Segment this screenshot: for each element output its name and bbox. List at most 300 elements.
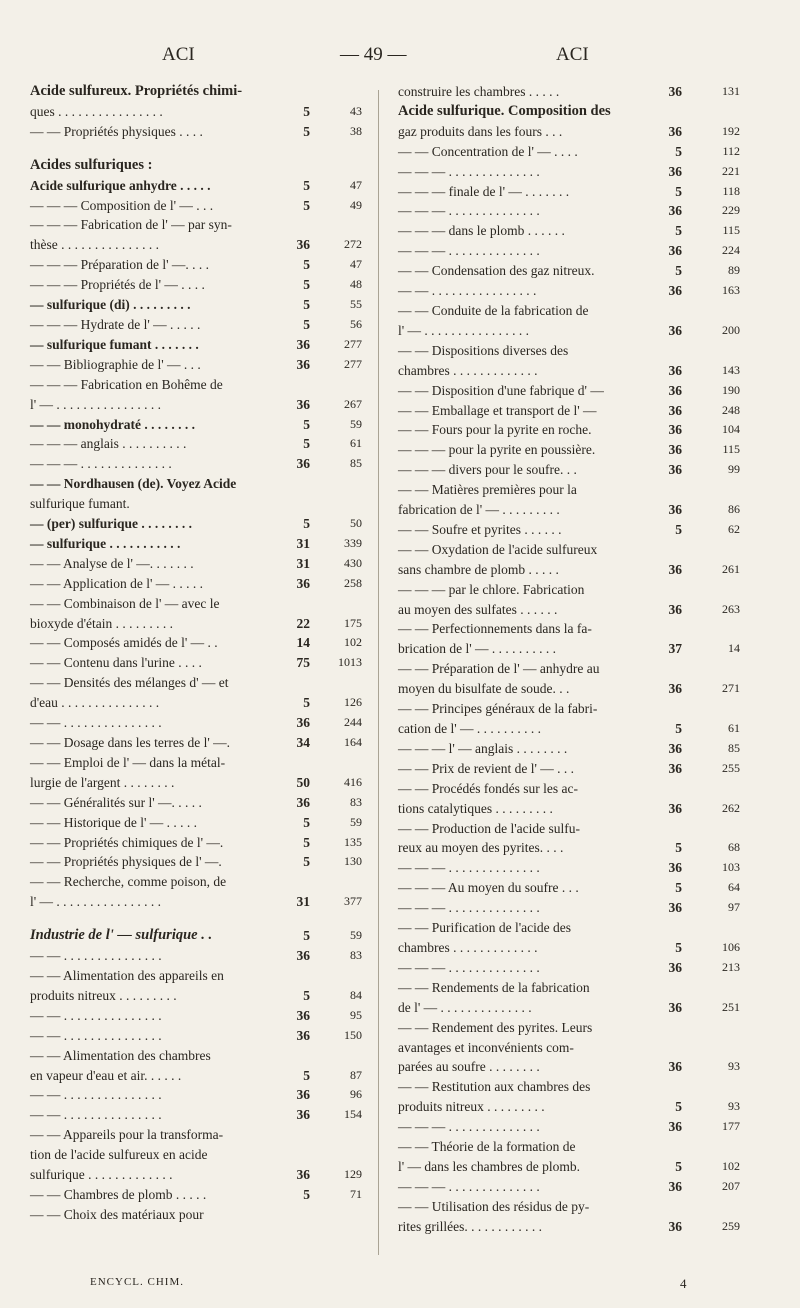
volume-number: 22 (294, 614, 311, 634)
index-entry (398, 719, 740, 739)
page-ref: 126 (344, 695, 362, 710)
page-ref: 129 (344, 1167, 362, 1182)
page-ref: 258 (344, 575, 362, 590)
page-ref: 85 (728, 740, 740, 755)
index-entry (30, 434, 362, 454)
entry-text: — — Analyse de l' —. . . . . . . (30, 555, 194, 571)
entry-text: — — Préparation de l' — anhydre au (398, 661, 600, 677)
entry-text: — — — par le chlore. Fabrication (398, 581, 585, 597)
page-ref: 262 (722, 800, 740, 815)
entry-text: chambres . . . . . . . . . . . . . (398, 939, 538, 955)
entry-text: — — . . . . . . . . . . . . . . . . (398, 283, 537, 299)
volume-number: 5 (300, 852, 310, 872)
page-ref: 59 (350, 416, 362, 431)
index-entry (30, 235, 362, 255)
index-entry (30, 753, 362, 773)
volume-number: 5 (300, 295, 310, 315)
volume-number: 36 (666, 1217, 683, 1237)
entry-text: — — — . . . . . . . . . . . . . . (30, 456, 172, 472)
page-ref: 377 (344, 894, 362, 909)
index-entry (398, 679, 740, 699)
volume-number: 36 (666, 500, 683, 520)
index-entry (398, 102, 740, 122)
volume-number: 36 (294, 395, 311, 415)
volume-number: 36 (666, 600, 683, 620)
index-entry (398, 659, 740, 679)
index-entry (398, 381, 740, 401)
volume-number: 5 (300, 255, 310, 275)
page-ref: 135 (344, 834, 362, 849)
page-ref: 251 (722, 999, 740, 1014)
entry-text: — — Prix de revient de l' — . . . (398, 760, 575, 776)
entry-text: Acide sulfureux. Propriétés chimi- (30, 83, 243, 99)
index-entry (398, 201, 740, 221)
index-entry (398, 420, 740, 440)
page-ref: 255 (722, 760, 740, 775)
index-entry (398, 699, 740, 719)
volume-number: 36 (294, 1026, 311, 1046)
index-entry (398, 1137, 740, 1157)
entry-text: — — — dans le plomb . . . . . . (398, 223, 565, 239)
page-ref: 164 (344, 735, 362, 749)
index-entry (30, 215, 362, 235)
volume-number: 36 (294, 235, 311, 255)
index-entry (30, 176, 362, 196)
page-ref: 84 (350, 987, 362, 1002)
page-ref: 112 (722, 143, 740, 158)
entry-text: — — — Au moyen du soufre . . . (398, 880, 579, 896)
index-entry (30, 773, 362, 793)
footer-left: ENCYCL. CHIM. (90, 1276, 184, 1288)
entry-text: — (per) sulfurique . . . . . . . . (30, 516, 192, 532)
index-entry (30, 415, 362, 435)
volume-number: 36 (666, 440, 683, 460)
page-ref: 93 (728, 1099, 740, 1114)
index-entry (30, 255, 362, 275)
page-ref: 68 (728, 840, 740, 855)
entry-text: construire les chambres . . . . . (398, 84, 560, 99)
page-ref: 61 (728, 721, 740, 735)
entry-text: — sulfurique . . . . . . . . . . . (30, 535, 181, 551)
page-ref: 213 (722, 959, 740, 974)
page-ref: 190 (722, 382, 740, 397)
entry-text: l' — . . . . . . . . . . . . . . . . (30, 396, 162, 412)
entry-text: — — — Fabrication de l' — par syn- (30, 217, 232, 233)
volume-number: 36 (666, 560, 683, 580)
entry-text: lurgie de l'argent . . . . . . . . (30, 774, 175, 790)
entry-text: — — Appareils pour la transforma- (30, 1127, 224, 1143)
entry-text: — — — l' — anglais . . . . . . . . (398, 740, 568, 756)
index-entry (30, 594, 362, 614)
volume-number: 5 (300, 102, 310, 122)
volume-number: 36 (666, 460, 683, 480)
entry-text: — — Production de l'acide sulfu- (398, 820, 581, 836)
page-ref: 261 (722, 561, 740, 576)
volume-number: 36 (666, 241, 683, 261)
entry-text: — — Dosage dans les terres de l' —. (30, 735, 231, 750)
entry-text: — — Disposition d'une fabrique d' — (398, 382, 604, 398)
page-ref: 14 (728, 641, 740, 656)
volume-number: 5 (672, 142, 682, 162)
page-ref: 163 (722, 283, 740, 298)
index-entry (398, 281, 740, 301)
entry-text: — — Composés amidés de l' — . . (30, 635, 218, 651)
volume-number: 5 (300, 196, 310, 216)
index-entry (30, 335, 362, 355)
entry-text: gaz produits dans les fours . . . (398, 123, 563, 139)
index-entry (30, 375, 362, 395)
header-left: ACI (162, 44, 195, 65)
index-entry (30, 1026, 362, 1046)
page-ref: 277 (344, 336, 362, 351)
entry-text: — — — . . . . . . . . . . . . . . (398, 900, 540, 916)
index-entry (398, 540, 740, 560)
index-entry (30, 1105, 362, 1125)
entry-text: — — . . . . . . . . . . . . . . . (30, 1107, 162, 1123)
volume-number: 36 (294, 1006, 311, 1026)
volume-number: 5 (300, 514, 310, 534)
page-ref: 430 (344, 555, 362, 570)
entry-text: — — Propriétés physiques . . . . (30, 123, 203, 139)
index-entry (30, 986, 362, 1006)
index-entry (398, 1157, 740, 1177)
index-entry (30, 1165, 362, 1185)
index-entry (30, 1145, 362, 1165)
index-entry (30, 275, 362, 295)
index-entry (398, 480, 740, 500)
index-entry (398, 918, 740, 938)
index-entry (30, 1125, 362, 1145)
entry-text: — — Chambres de plomb . . . . . (30, 1186, 207, 1202)
index-entry (30, 813, 362, 833)
entry-text: — — — finale de l' — . . . . . . . (398, 183, 570, 199)
volume-number: 36 (666, 162, 683, 182)
index-entry (398, 261, 740, 281)
volume-number: 5 (300, 813, 310, 833)
volume-number: 36 (294, 355, 311, 375)
index-entry (398, 321, 740, 341)
entry-text: — — monohydraté . . . . . . . . (30, 416, 195, 432)
entry-text: brication de l' — . . . . . . . . . . (398, 641, 557, 657)
index-entry (30, 633, 362, 653)
page-ref: 339 (344, 535, 362, 550)
entry-text: — — Dispositions diverses des (398, 342, 569, 358)
entry-text: thèse . . . . . . . . . . . . . . . (30, 237, 159, 253)
volume-number: 36 (294, 1165, 311, 1185)
entry-text: — — Restitution aux chambres des (398, 1079, 591, 1095)
entry-text: — — Emballage et transport de l' — (398, 402, 597, 418)
volume-number: 36 (666, 420, 683, 440)
entry-text: — — Généralités sur l' —. . . . . (30, 794, 202, 810)
page-ref: 104 (722, 422, 740, 437)
index-entry (30, 872, 362, 892)
entry-text: — — — . . . . . . . . . . . . . . (398, 243, 540, 259)
index-entry (398, 998, 740, 1018)
index-entry (398, 241, 740, 261)
page-ref: 96 (350, 1087, 362, 1102)
entry-text: au moyen des sulfates . . . . . . (398, 601, 558, 617)
entry-text: — — Alimentation des chambres (30, 1047, 211, 1063)
entry-text: — — — Préparation de l' —. . . . (30, 257, 210, 273)
entry-text: — — Contenu dans l'urine . . . . (30, 655, 202, 671)
page-ref: 93 (728, 1059, 740, 1074)
entry-text: — — — . . . . . . . . . . . . . . (398, 1178, 540, 1194)
entry-text: — — — Hydrate de l' — . . . . . (30, 316, 201, 332)
entry-text: — — — . . . . . . . . . . . . . . (398, 959, 540, 975)
entry-text: en vapeur d'eau et air. . . . . . (30, 1067, 182, 1083)
entry-text: cation de l' — . . . . . . . . . . (398, 721, 542, 736)
volume-number: 36 (666, 759, 683, 779)
entry-text: Acides sulfuriques : (30, 156, 153, 173)
volume-number: 5 (300, 315, 310, 335)
page-ref: 71 (350, 1186, 362, 1201)
entry-text: — — Nordhausen (de). Voyez Acide (30, 476, 237, 492)
index-entry (398, 1077, 740, 1097)
index-entry (398, 639, 740, 659)
volume-number: 36 (666, 82, 683, 102)
entry-text: — — Propriétés physiques de l' —. (30, 854, 222, 870)
entry-text: — — Alimentation des appareils en (30, 967, 224, 983)
page-ref: 64 (728, 880, 740, 895)
entry-text: — — Fours pour la pyrite en roche. (398, 422, 592, 438)
entry-text: — — . . . . . . . . . . . . . . . (30, 1087, 162, 1103)
index-entry (398, 1057, 740, 1077)
index-entry (398, 341, 740, 361)
entry-text: — — — Fabrication en Bohême de (30, 376, 223, 392)
entry-text: — — — . . . . . . . . . . . . . . (398, 860, 540, 876)
entry-text: sulfurique . . . . . . . . . . . . . (30, 1167, 173, 1183)
page-ref: 224 (722, 243, 740, 258)
entry-text: l' — . . . . . . . . . . . . . . . . (30, 894, 162, 910)
running-header (0, 44, 800, 74)
page-ref: 416 (344, 774, 362, 789)
page-ref: 200 (722, 322, 740, 337)
page-ref: 177 (722, 1119, 740, 1134)
page-ref: 99 (728, 462, 740, 477)
volume-number: 5 (300, 693, 310, 713)
entry-text: sans chambre de plomb . . . . . (398, 561, 559, 577)
section-gap (30, 912, 362, 926)
page-ref: 55 (350, 297, 362, 312)
index-entry (30, 474, 362, 494)
volume-number: 5 (672, 520, 682, 540)
index-entry (30, 1066, 362, 1086)
volume-number: 50 (294, 773, 311, 793)
page-ref: 87 (350, 1067, 362, 1082)
entry-text: produits nitreux . . . . . . . . . (30, 987, 177, 1003)
entry-text: fabrication de l' — . . . . . . . . . (398, 502, 560, 518)
index-entry (30, 315, 362, 335)
index-entry (30, 966, 362, 986)
index-entry (398, 1018, 740, 1038)
page-ref: 62 (728, 521, 740, 536)
volume-number: 5 (672, 1097, 682, 1117)
index-entry (30, 102, 362, 122)
page-ref: 115 (722, 442, 740, 457)
index-entry (398, 361, 740, 381)
page-ref: 50 (350, 516, 362, 531)
page-ref: 259 (722, 1218, 740, 1233)
entry-text: — — — Propriétés de l' — . . . . (30, 277, 205, 293)
entry-text: — sulfurique fumant . . . . . . . (30, 336, 199, 352)
page-ref: 59 (350, 814, 362, 829)
entry-text: — — — Composition de l' — . . . (30, 197, 214, 213)
entry-text: — — Recherche, comme poison, de (30, 874, 227, 890)
index-entry (398, 221, 740, 241)
page-ref: 248 (722, 402, 740, 417)
volume-number: 5 (672, 221, 682, 241)
volume-number: 34 (294, 733, 311, 753)
volume-number: 36 (666, 739, 683, 759)
index-entry (398, 182, 740, 202)
entry-text: reux au moyen des pyrites. . . . (398, 840, 564, 856)
volume-number: 36 (666, 799, 683, 819)
index-entry (398, 898, 740, 918)
page-ref: 118 (722, 183, 740, 198)
volume-number: 5 (672, 1157, 682, 1177)
index-entry (398, 580, 740, 600)
volume-number: 36 (294, 793, 311, 813)
volume-number: 36 (294, 1105, 311, 1125)
entry-text: Industrie de l' — sulfurique . . (30, 927, 213, 944)
volume-number: 37 (666, 639, 683, 659)
index-entry (30, 673, 362, 693)
volume-number: 5 (300, 1066, 310, 1086)
entry-text: — — Purification de l'acide des (398, 920, 572, 936)
entry-text: — — — . . . . . . . . . . . . . . (398, 203, 540, 219)
index-entry (30, 494, 362, 514)
index-entry (30, 122, 362, 142)
entry-text: Acide sulfurique. Composition des (398, 102, 611, 119)
page-ref: 83 (350, 794, 362, 809)
volume-number: 5 (300, 926, 310, 946)
index-entry (30, 653, 362, 673)
page-ref: 154 (344, 1107, 362, 1122)
index-entry (30, 1006, 362, 1026)
index-entry (398, 799, 740, 819)
page-ref: 277 (344, 356, 362, 371)
index-entry (398, 619, 740, 639)
entry-text: moyen du bisulfate de soude. . . (398, 681, 570, 697)
index-entry (30, 1185, 362, 1205)
entry-text: — — Emploi de l' — dans la métal- (30, 754, 226, 770)
index-entry (30, 395, 362, 415)
index-entry (398, 878, 740, 898)
index-entry (398, 838, 740, 858)
page-ref: 106 (722, 939, 740, 954)
entry-text: tion de l'acide sulfureux en acide (30, 1147, 208, 1163)
entry-text: — — Procédés fondés sur les ac- (398, 780, 578, 796)
volume-number: 14 (294, 633, 311, 653)
page-ref: 221 (722, 163, 740, 178)
entry-text: de l' — . . . . . . . . . . . . . . (398, 999, 532, 1015)
index-entry (398, 739, 740, 759)
index-entry (30, 534, 362, 554)
entry-text: — — — . . . . . . . . . . . . . . (398, 163, 540, 179)
index-entry (30, 693, 362, 713)
page-ref: 49 (350, 197, 362, 212)
page-ref: 192 (722, 123, 740, 138)
page-ref: 61 (350, 436, 362, 451)
page-ref: 47 (350, 177, 362, 192)
entry-text: — — . . . . . . . . . . . . . . . (30, 1007, 162, 1023)
volume-number: 5 (300, 833, 310, 853)
entry-text: — — Conduite de la fabrication de (398, 302, 589, 318)
index-entry (30, 1046, 362, 1066)
page-ref: 48 (350, 277, 362, 292)
volume-number: 36 (666, 122, 683, 142)
volume-number: 36 (294, 574, 311, 594)
index-entry (30, 713, 362, 733)
index-entry (30, 614, 362, 634)
index-entry (30, 793, 362, 813)
page-ref: 272 (344, 237, 362, 252)
page-ref: 56 (350, 316, 362, 331)
index-entry (30, 355, 362, 375)
entry-text: sulfurique fumant. (30, 496, 130, 512)
index-entry (30, 554, 362, 574)
index-entry (30, 1205, 362, 1225)
index-entry (30, 514, 362, 534)
entry-text: — — Choix des matériaux pour (30, 1206, 204, 1222)
volume-number: 36 (666, 201, 683, 221)
volume-number: 36 (666, 401, 683, 421)
entry-text: — — — pour la pyrite en poussière. (398, 442, 596, 458)
entry-text: — — Combinaison de l' — avec le (30, 595, 220, 611)
entry-text: bioxyde d'étain . . . . . . . . . (30, 615, 174, 631)
entry-text: — — . . . . . . . . . . . . . . . (30, 948, 162, 964)
volume-number: 5 (672, 182, 682, 202)
page-ref: 86 (728, 502, 740, 517)
entry-text: Acide sulfurique anhydre . . . . . (30, 177, 211, 193)
volume-number: 36 (666, 679, 683, 699)
index-entry (398, 500, 740, 520)
volume-number: 31 (294, 554, 311, 574)
entry-text: — — Utilisation des résidus de py- (398, 1198, 590, 1214)
column-divider (378, 90, 379, 1255)
volume-number: 5 (300, 434, 310, 454)
entry-text: — — — . . . . . . . . . . . . . . (398, 1119, 540, 1135)
volume-number: 36 (666, 1057, 683, 1077)
volume-number: 5 (300, 986, 310, 1006)
entry-text: — — Propriétés chimiques de l' —. (30, 834, 224, 850)
page-ref: 143 (722, 362, 740, 377)
volume-number: 5 (300, 176, 310, 196)
index-entry (398, 122, 740, 142)
volume-number: 36 (294, 454, 311, 474)
page-ref: 175 (344, 615, 362, 630)
volume-number: 36 (666, 898, 683, 918)
entry-text: produits nitreux . . . . . . . . . (398, 1099, 545, 1115)
index-entry (398, 779, 740, 799)
volume-number: 5 (672, 719, 682, 739)
index-entry (398, 858, 740, 878)
entry-text: — — Perfectionnements dans la fa- (398, 621, 592, 637)
page-ref: 1013 (338, 655, 362, 670)
volume-number: 36 (666, 321, 683, 341)
volume-number: 5 (300, 275, 310, 295)
volume-number: 36 (666, 381, 683, 401)
index-entry (398, 819, 740, 839)
entry-text: — — Condensation des gaz nitreux. (398, 263, 595, 279)
header-right: ACI (556, 44, 589, 65)
entry-text: — — Historique de l' — . . . . . (30, 814, 198, 830)
volume-number: 5 (672, 261, 682, 281)
page-ref: 130 (344, 854, 362, 869)
entry-text: chambres . . . . . . . . . . . . . (398, 362, 538, 378)
entry-text: — — Soufre et pyrites . . . . . . (398, 521, 562, 537)
page-ref: 131 (722, 84, 740, 98)
